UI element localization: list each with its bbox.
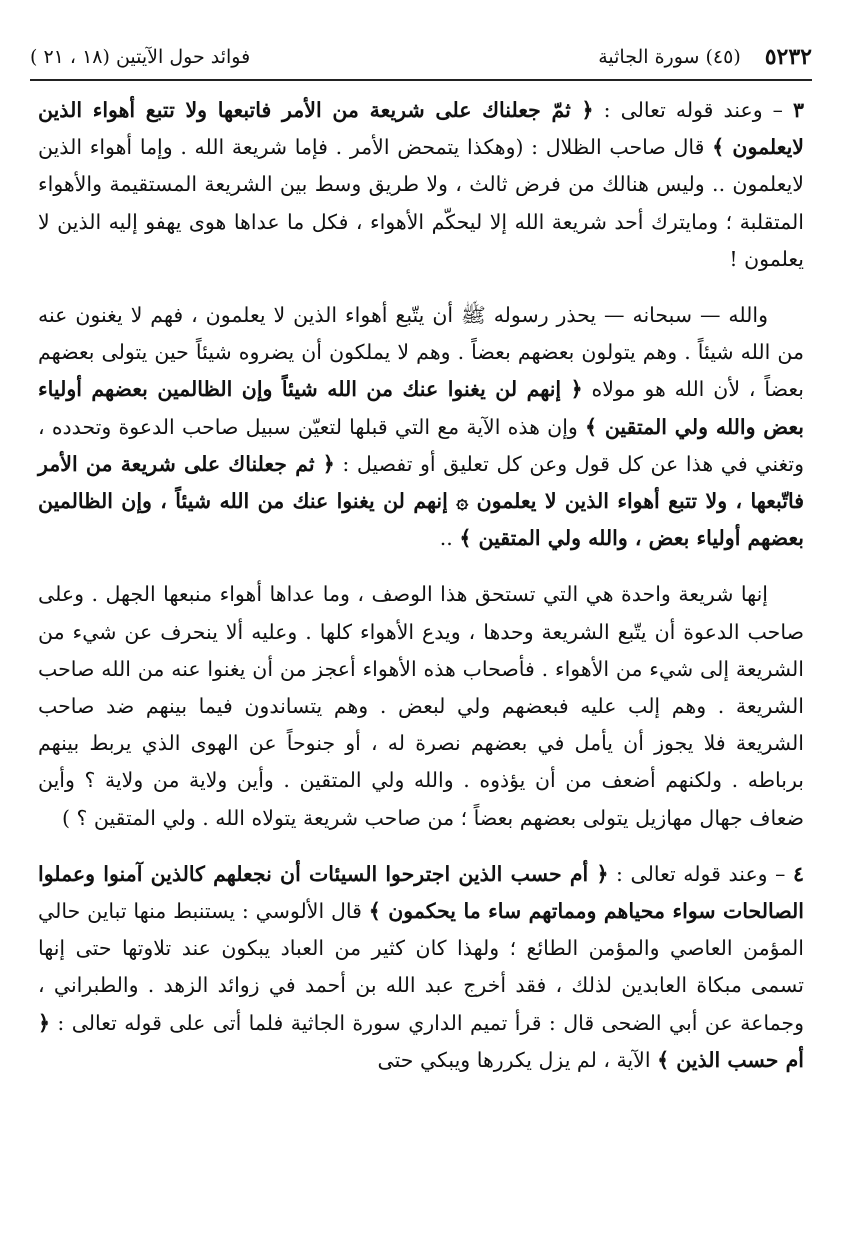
- quranic-quote: ﴿ إنهم لن يغنوا عنك من الله شيئاً وإن الظالمين بعضهم أولياء بعض والله ولي المتقين ﴾: [38, 377, 804, 439]
- text-segment: – وعند قوله تعالى :: [608, 861, 793, 886]
- text-segment: وإن هذه الآية مع التي قبلها لتعيّن سبيل صاحب الدعوة وتحدده ، وتغني في هذا عن كل قول وعن كل تعليق أو تفصيل :: [38, 414, 804, 476]
- quranic-quote: ﴿ أم حسب الذين ﴾: [38, 1010, 804, 1072]
- text-segment: الآية ، لم يزل يكررها ويبكي حتى: [377, 1047, 658, 1072]
- text-segment: قال الألوسي : يستنبط منها تباين حالي المؤمن العاصي والمؤمن الطائع ؛ ولهذا كان كثير من العباد يبكون عند تلاوتها حتى إنها تسمى مبكاة العابدين لذلك ، فقد أخرج عبد الله بن أحمد في زوائد الزهد . والطبراني ، وجماعة عن أبي الضحى قال : قرأ تميم الداري سورة الجاثية فلما أتى على قوله تعالى :: [38, 899, 804, 1035]
- section-title: فوائد حول الآيتين (١٨ ، ٢١ ): [30, 46, 251, 68]
- page-header: [30, 40, 812, 74]
- page-number: ٥٢٣٢: [764, 44, 812, 70]
- paragraph: [38, 92, 804, 278]
- surah-label: (٤٥) سورة الجاثية: [598, 46, 741, 68]
- quranic-quote: ﴿ أم حسب الذين اجترحوا السيئات أن نجعلهم كالذين آمنوا وعملوا الصالحات سواء محياهم ومماتهم ساء ما يحكمون ﴾: [38, 861, 804, 924]
- header-rule: [30, 79, 812, 81]
- quranic-quote: ﴿ ثم جعلناك على شريعة من الأمر فاتّبعها ، ولا تتبع أهواء الذين لا يعلمون ۞ إنهم لن يغنوا عنك من الله شيئاً ، وإن الظالمين بعضهم أولياء بعض ، والله ولي المتقين ﴾: [38, 451, 804, 551]
- quranic-quote: ٤: [792, 861, 804, 886]
- paragraph: [38, 856, 804, 1079]
- quranic-quote: ﴿ ثمّ جعلناك على شريعة من الأمر فاتبعها ولا تتبع أهواء الذين لايعلمون ﴾: [38, 98, 804, 160]
- text-segment: قال صاحب الظلال : (وهكذا يتمحض الأمر . فإما شريعة الله . وإما أهواء الذين لايعلمون .. وليس هنالك من فرض ثالث ، ولا طريق وسط بين الشريعة المستقيمة والأهواء المتقلبة ؛ ومايترك أحد شريعة الله إلا ليحكّم الأهواء ، فكل ما عداها هوى يهفو إليه الذين لا يعلمون !: [38, 135, 804, 271]
- header-right: [598, 44, 812, 70]
- text-segment: إنها شريعة واحدة هي التي تستحق هذا الوصف ، وما عداها أهواء منبعها الجهل . وعلى صاحب الدعوة أن يتّبع الشريعة وحدها ، ويدع الأهواء كلها . وعليه ألا ينحرف عن شيء من الشريعة إلى شيء من الأهواء . فأصحاب هذه الأهواء أعجز من أن يغنوا عنه من الله صاحب الشريعة . وهم إلب عليه فبعضهم ولي لبعض . وهم يتساندون فيما بينهم ضد صاحب الشريعة فلا يجوز أن يأمل في بعضهم نصرة له ، أو جنوحاً عن الهوى الذي يربط بينهم برباطه . ولكنهم أضعف من أن يؤذوه . والله ولي المتقين . وأين ولاية من ولاية ؟ وأين ضعاف جهال مهازيل يتولى بعضهم بعضاً ؛ من صاحب شريعة يتولاه الله . ولي المتقين ؟ ): [38, 582, 804, 830]
- page-body: [38, 92, 804, 1098]
- text-segment: ..: [439, 526, 460, 551]
- text-segment: – وعند قوله تعالى :: [593, 98, 793, 122]
- paragraph: [38, 576, 804, 836]
- text-segment: والله — سبحانه — يحذر رسوله ﷺ أن يتّبع أهواء الذين لا يعلمون ، فهم لا يغنون عنه من الله شيئاً . وهم يتولون بعضهم بعضاً . وهم لا يملكون أن يضروه شيئاً حين يتولى بعضهم بعضاً ، لأن الله هو مولاه: [38, 303, 804, 402]
- quranic-quote: ٣: [792, 98, 804, 122]
- paragraph: [38, 297, 804, 557]
